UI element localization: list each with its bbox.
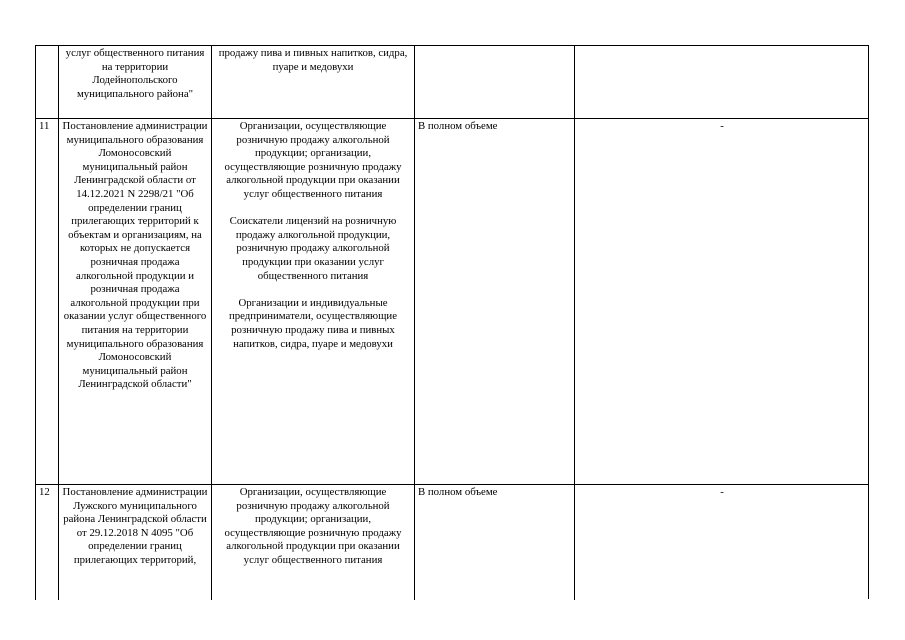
act-cell: Постановление администрации Лужского муниципального района Ленинградской области от 29.12.2018 N 4095 "Об определении границ прилегающих территорий, [59,485,212,600]
scope-cell [415,46,575,119]
act-cell: Постановление администрации муниципального образования Ломоносовский муниципальный район Ленинградской области от 14.12.2021 N 2298/21 "Об определении границ прилегающих территорий к объектам и организациям, на которых не допускается розничная продажа алкогольной продукции и розничная продажа алкогольной продукции при оказании услуг общественного питания на территории муниципального образования Ломоносовский муниципальный район Ленинградской области" [59,119,212,485]
subjects-cell [212,119,415,485]
subject-paragraph: продажу пива и пивных напитков, сидра, пуаре и медовухи [218,47,408,73]
table-row [36,46,870,119]
row-number [36,46,59,119]
table-row [36,119,870,485]
subject-paragraph: Соискатели лицензий на розничную продажу алкогольной продукции, розничную продажу алкогольной продукции при оказании услуг общественного питания [229,215,397,282]
table-row [36,485,870,600]
note-cell: - [575,485,870,600]
scope-cell: В полном объеме [415,119,575,485]
note-cell [575,46,870,119]
regulations-table [35,45,869,600]
row-number: 12 [36,485,59,600]
right-border-line [868,45,869,599]
scope-cell: В полном объеме [415,485,575,600]
row-number: 11 [36,119,59,485]
subjects-cell [212,485,415,600]
subjects-cell [212,46,415,119]
subject-paragraph: Организации, осуществляющие розничную продажу алкогольной продукции; организации, осуществляющие розничную продажу алкогольной продукции при оказании услуг общественного питания [224,486,402,566]
subject-paragraph: Организации, осуществляющие розничную продажу алкогольной продукции; организации, осуществляющие розничную продажу алкогольной продукции при оказании услуг общественного питания [224,120,402,200]
subject-paragraph: Организации и индивидуальные предприниматели, осуществляющие розничную продажу пива и пивных напитков, сидра, пуаре и медовухи [228,296,398,350]
note-cell: - [575,119,870,485]
act-cell: услуг общественного питания на территории Лодейнопольского муниципального района" [59,46,212,119]
